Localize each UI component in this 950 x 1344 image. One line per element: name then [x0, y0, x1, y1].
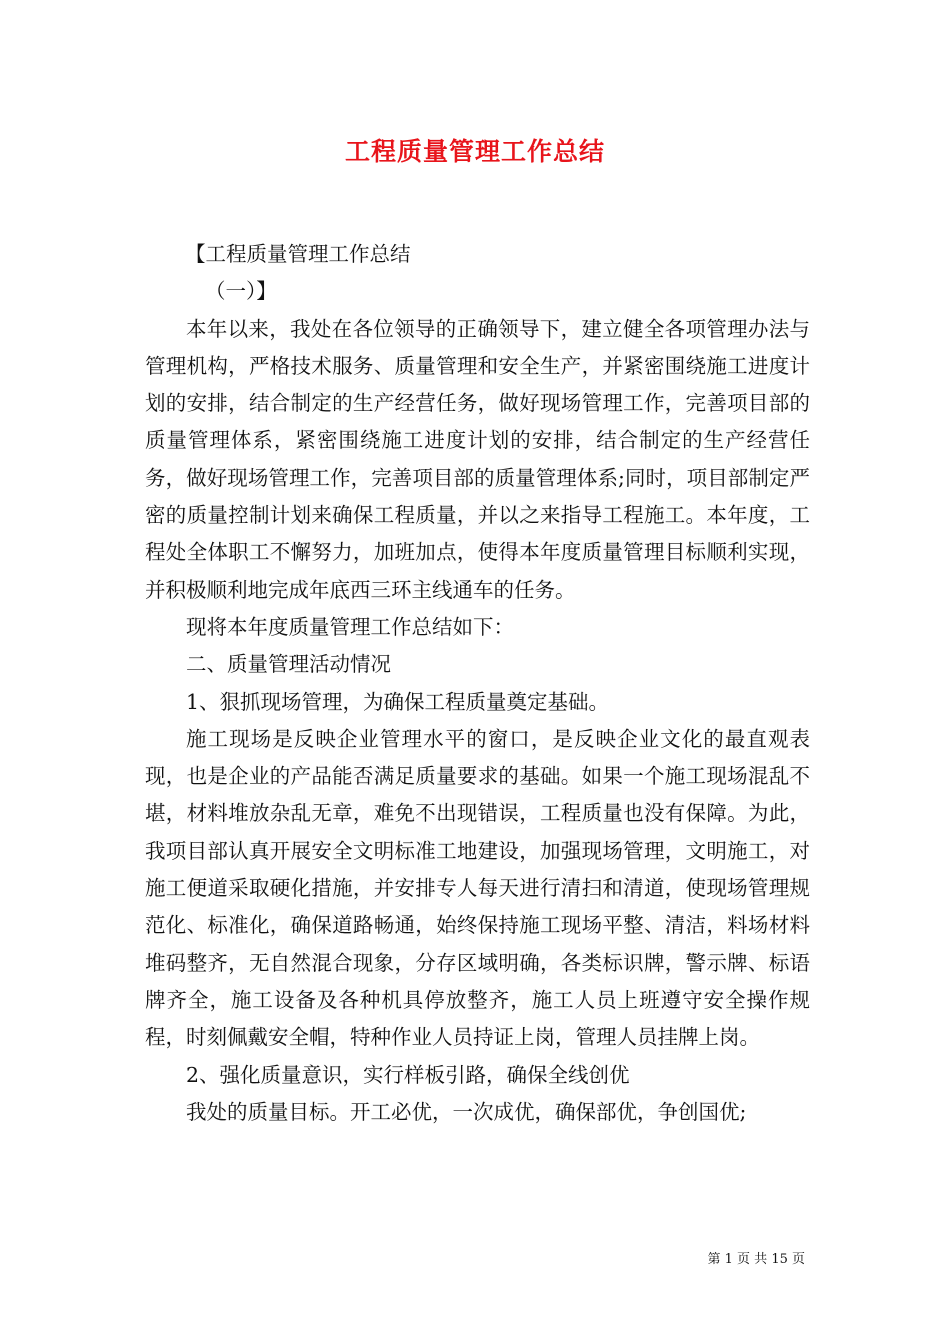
document-title: 工程质量管理工作总结 — [344, 137, 605, 166]
section-heading: 二、质量管理活动情况 — [186, 652, 391, 677]
paragraph-site-management: 施工现场是反映企业管理水平的窗口，是反映企业文化的最直观表现，也是企业的产品能否满足质量要求的基础。如果一个施工现场混乱不堪，材料堆放杂乱无章，难免不出现错误，工程质量也没有保障。为此，我项目部认真开展安全文明标准工地建设，加强现场管理，文明施工，对施工便道采取硬化措施，并安排专人每天进行清扫和清道，使现场管理规范化、标准化，确保道路畅通，始终保持施工现场平整、清洁，料场材料堆码整齐，无自然混合现象，分存区域明确，各类标识牌，警示牌、标语牌齐全，施工设备及各种机具停放整齐，施工人员上班遵守安全操作规程，时刻佩戴安全帽，特种作业人员持证上岗，管理人员挂牌上岗。 — [145, 726, 810, 1050]
paragraph-summary-lead: 现将本年度质量管理工作总结如下： — [186, 614, 514, 639]
heading-line-1: 【工程质量管理工作总结 — [185, 242, 411, 266]
paragraph-quality-goal: 我处的质量目标。开工必优，一次成优，确保部优，争创国优; — [186, 1099, 747, 1124]
subsection-heading-2: 2、强化质量意识，实行样板引路，确保全线创优 — [186, 1062, 630, 1087]
page-number: 第 1 页 共 15 页 — [707, 1252, 805, 1267]
paragraph-intro: 本年以来，我处在各位领导的正确领导下，建立健全各项管理办法与管理机构，严格技术服务、质量管理和安全生产，并紧密围绕施工进度计划的安排，结合制定的生产经营任务，做好现场管理工作，完善项目部的质量管理体系，紧密围绕施工进度计划的安排，结合制定的生产经营任务，做好现场管理工作，完善项目部的质量管理体系;同时，项目部制定严密的质量控制计划来确保工程质量，并以之来指导工程施工。本年度，工程处全体职工不懈努力，加班加点，使得本年度质量管理目标顺利实现，并积极顺利地完成年底西三环主线通车的任务。 — [145, 316, 810, 602]
heading-line-2: （一）】 — [205, 279, 277, 304]
subsection-heading-1: 1、狠抓现场管理，为确保工程质量奠定基础。 — [186, 689, 610, 714]
document-body — [145, 236, 810, 1131]
